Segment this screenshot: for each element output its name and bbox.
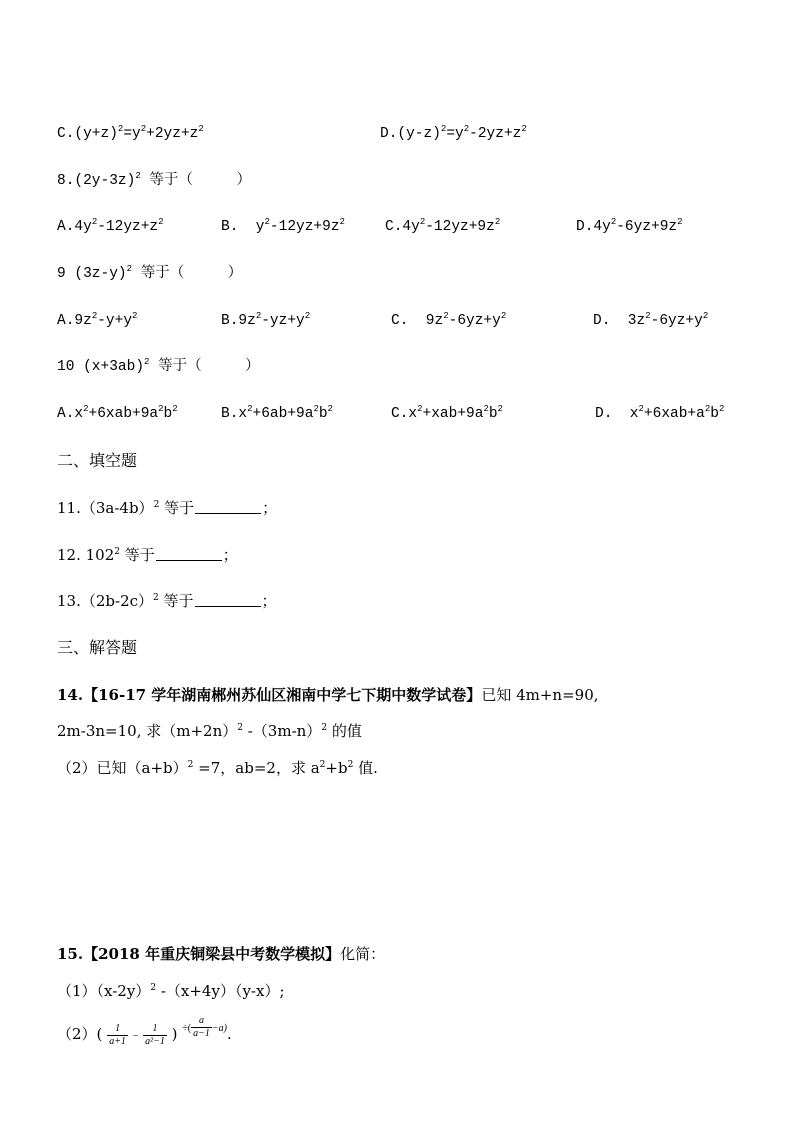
q8-option-b: B. $y^2-12yz+9z^2$ [221, 217, 345, 235]
q15-frac2: $\frac{1}{\text{a²−1}}$ [145, 1022, 165, 1047]
q10-option-c: $C.x^2+xab+9a^2b^2$ [391, 404, 503, 422]
q14-number: 14. [57, 686, 84, 704]
q15-paren-close: ) [171, 1025, 178, 1043]
section-fill-in-blank-heading: 二、填空题 [57, 451, 138, 470]
q15-number: 15. [57, 945, 84, 963]
q12: 12. $102^2$ 等于 ； [57, 546, 238, 564]
q15-part2 [57, 1014, 232, 1058]
q9-option-c: C. $9z^2-6yz+y^2$ [391, 311, 507, 329]
q12-blank[interactable] [156, 546, 222, 561]
q10-option-a: $A.x^2+6xab+9a^2b^2$ [57, 404, 178, 422]
section-answer-heading: 三、解答题 [57, 638, 138, 657]
q15-rest: 化简： [340, 945, 386, 963]
q8-option-a: $A.4y^2-12yz+z^2$ [57, 217, 164, 235]
q15-line1 [57, 944, 385, 964]
q7-option-c: $C.(y+z)^2=y^2+2yz+z^2$ [57, 124, 204, 142]
q9-option-b: $B.9z^2-yz+y^2$ [221, 311, 311, 329]
q9-stem: 9 $(3z-y)^2$ 等于（ ） [57, 264, 243, 282]
q8-option-c: $C.4y^2-12yz+9z^2$ [385, 217, 501, 235]
q14-line1-rest: 已知 4m+n=90, [481, 686, 599, 704]
q7-option-d: $D.(y-z)^2=y^2-2yz+z^2$ [380, 124, 527, 142]
q15-part2-prefix: （2）( [57, 1025, 103, 1043]
q15-minus: − [132, 1031, 139, 1042]
q15-divide: ÷( [182, 1023, 192, 1034]
q15-frac1: $\frac{1}{a+1}$ [109, 1022, 126, 1047]
q8-stem: $8.(2y-3z)^2$ 等于（ ） [57, 171, 251, 189]
q9-option-d: D. $3z^2-6yz+y^2$ [593, 311, 709, 329]
q15-tail: −a) [211, 1023, 227, 1034]
q15-source: 【2018 年重庆铜梁县中考数学模拟】 [83, 945, 341, 963]
q14-line3: （2）已知$(a+b)^2 =7$，ab=2，求 $a^2+b^2$ 值. [57, 759, 378, 777]
q11: $11.(3a-4b)^2$ 等于 ； [57, 499, 278, 517]
q11-blank[interactable] [195, 499, 261, 514]
q13: $13.(2b-2c)^2$ 等于 ； [57, 592, 277, 610]
q15-frac3: $\frac{a}{a-1}$ [193, 1014, 210, 1039]
q15-part1: $(1)(x-2y)^2$ -（x+4y）（y-x）; [57, 982, 285, 1000]
q14-source: 【16-17 学年湖南郴州苏仙区湘南中学七下期中数学试卷】 [83, 686, 482, 704]
q13-blank[interactable] [195, 592, 261, 607]
q10-stem: 10 $(x+3ab)^2$ 等于（ ） [57, 357, 260, 375]
q10-option-b: $B.x^2+6ab+9a^2b^2$ [221, 404, 333, 422]
q14-line2: 2m-3n=10, 求$(m+2n)^2$ $-(3m-n)^2$ 的值 [57, 722, 362, 740]
q15-end: . [226, 1025, 232, 1043]
q14-line1 [57, 685, 599, 705]
q10-option-d: D. $x^2+6xab+a^2b^2$ [595, 404, 725, 422]
q8-option-d: $D.4y^2-6yz+9z^2$ [576, 217, 683, 235]
q9-option-a: $A.9z^2-y+y^2$ [57, 311, 138, 329]
